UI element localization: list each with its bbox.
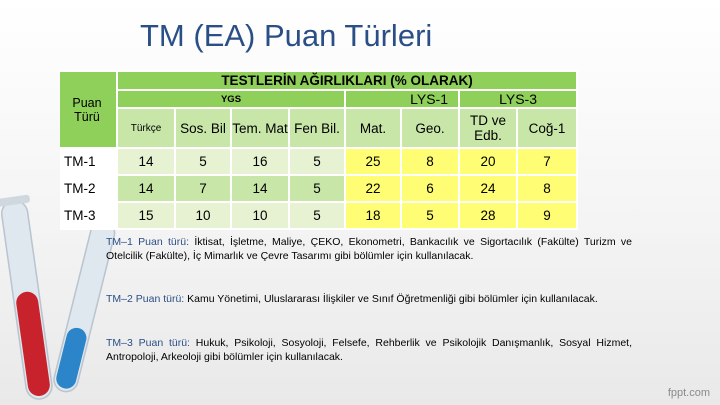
table-row (61, 148, 577, 175)
col-header: Sos. Bil (175, 108, 231, 148)
cell: 14 (231, 175, 289, 202)
row-name: TM-2 (61, 175, 117, 202)
cell: 16 (231, 148, 289, 175)
table-row (61, 202, 577, 229)
cell: 28 (459, 202, 517, 229)
cell: 9 (517, 202, 577, 229)
brand-watermark: fppt.com (667, 387, 710, 399)
col-header: Coğ-1 (517, 108, 577, 148)
cell: 20 (459, 148, 517, 175)
cell: 5 (289, 148, 345, 175)
cell: 15 (117, 202, 175, 229)
col-header: Geo. (401, 108, 459, 148)
cell: 6 (401, 175, 459, 202)
cell: 5 (289, 175, 345, 202)
cell: 8 (517, 175, 577, 202)
row-name: TM-3 (61, 202, 117, 229)
cell: 8 (401, 148, 459, 175)
page-title: TM (EA) Puan Türleri (140, 18, 433, 53)
group-ygs: YGS (117, 90, 345, 108)
cell: 14 (117, 175, 175, 202)
col-header: TD ve Edb. (459, 108, 517, 148)
note-label: TM–2 Puan türü: (106, 293, 185, 305)
col-header: Fen Bil. (289, 108, 345, 148)
row-label-header (60, 72, 114, 147)
row-name: TM-1 (61, 148, 117, 175)
note-tm2 (106, 293, 632, 307)
cell: 22 (345, 175, 401, 202)
red-test-tube (0, 194, 58, 401)
cell: 14 (117, 148, 175, 175)
cell: 7 (175, 175, 231, 202)
note-text: Kamu Yönetimi, Uluslararası İlişkiler ve Sınıf Öğretmenliği gibi bölümler için kullanılacak. (184, 293, 598, 305)
cell: 24 (459, 175, 517, 202)
cell: 5 (175, 148, 231, 175)
cell: 25 (345, 148, 401, 175)
cell: 10 (231, 202, 289, 229)
note-label: TM–1 Puan türü: (106, 236, 189, 248)
cell: 5 (289, 202, 345, 229)
note-label: TM–3 Puan türü: (106, 337, 190, 349)
group-lys3: LYS-3 (459, 90, 577, 108)
col-header: Mat. (345, 108, 401, 148)
note-text: İktisat, İşletme, Maliye, ÇEKO, Ekonometri, Bankacılık ve Sigortacılık (Fakülte) Turizm ve Otelcilik (Fakülte), İç Mimarlık ve Çevre Tasarımı gibi bölümler için kullanılacak. (106, 236, 632, 262)
col-header: Türkçe (117, 108, 175, 148)
col-header: Tem. Mat (231, 108, 289, 148)
row-label-header-text: Puan Türü (72, 95, 102, 124)
note-text: Hukuk, Psikoloji, Sosyoloji, Felsefe, Rehberlik ve Psikolojik Danışmanlık, Sosyal Hizmet, Antropoloji, Arkeoloji gibi bölümler için kullanılacak. (106, 337, 632, 363)
group-lys1: LYS-1 (345, 90, 459, 108)
table-row (61, 175, 577, 202)
weights-table (60, 70, 578, 230)
note-tm1 (106, 236, 632, 263)
cell: 18 (345, 202, 401, 229)
table-caption: TESTLERİN AĞIRLIKLARI (% OLARAK) (117, 71, 577, 90)
cell: 5 (401, 202, 459, 229)
cell: 7 (517, 148, 577, 175)
cell: 10 (175, 202, 231, 229)
note-tm3 (106, 337, 632, 364)
